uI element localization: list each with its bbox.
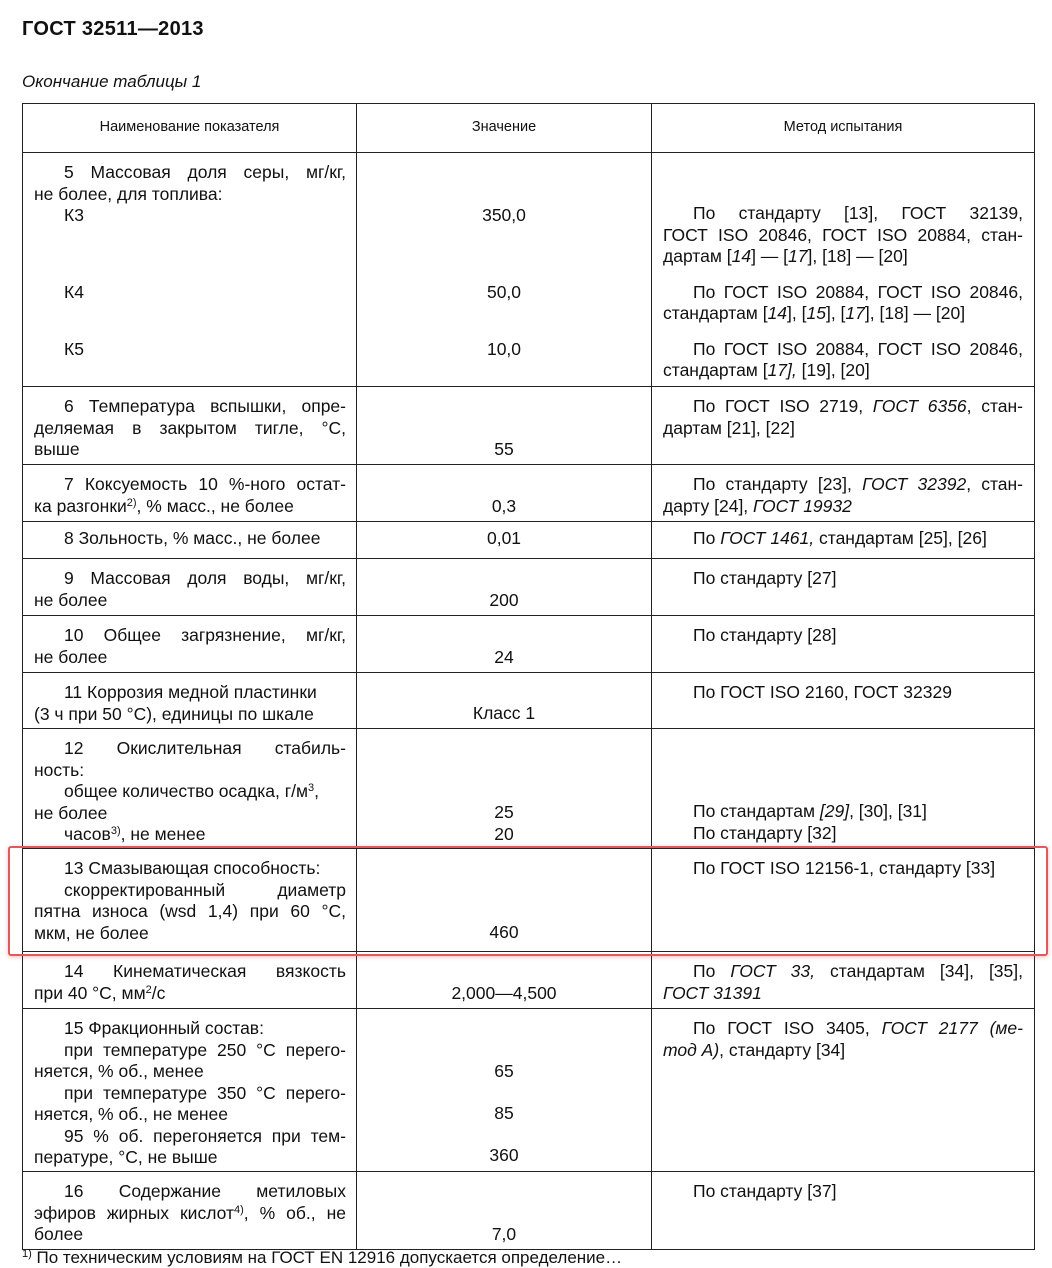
value-text: 200 [489,590,519,610]
indicator-text: при температуре 350 °С перего- [64,1082,346,1103]
footnote-text: По техническим условиям на ГОСТ EN 12916 допускается определение… [31,1248,623,1267]
fuel-class-label: К4 [64,281,84,302]
method-cell [652,559,1035,616]
indicator-text: 7 Коксуемость 10 %-ного остат- [64,474,346,494]
indicator-text: не более [34,802,108,823]
value-text: 85 [494,1103,514,1123]
method-cell [652,616,1035,673]
indicator-cell [23,952,357,1009]
indicator-text: эфиров жирных кислот$^{4)}$, % об., не [34,1202,346,1223]
table-row [23,673,1035,729]
indicator-text: мкм, не более [34,922,149,943]
value-text: 0,3 [491,496,517,516]
method-text: По ГОСТ ISO 20884, ГОСТ ISO 20846, [693,281,1023,302]
indicator-cell [23,673,357,729]
value-cell [357,387,652,465]
method-text: ГОСТ 31391 [663,982,762,1003]
value-text: 25 [494,802,514,822]
footnote-marker: 1) [22,1248,32,1260]
method-cell [652,1172,1035,1250]
indicator-text: более [34,1224,84,1244]
table-row [23,616,1035,673]
value-text: 50,0 [486,282,522,302]
indicator-text: 8 Зольность, % масс., не более [64,528,321,548]
indicator-text: часов$^{3)}$, не менее [64,824,206,844]
value-cell [357,849,652,952]
value-cell [357,1172,652,1250]
indicator-text: няется, % об., не менее [34,1104,228,1124]
value-text: 2,000—4,500 [451,983,557,1003]
value-text: Класс 1 [472,703,536,723]
method-text: По ГОСТ 33, стандартам [34], [35], [693,961,1023,981]
indicator-text: 9 Массовая доля воды, мг/кг, [64,568,346,588]
value-text: 7,0 [491,1224,517,1244]
indicator-cell [23,1009,357,1172]
indicator-text: 11 Коррозия медной пластинки [64,682,317,702]
method-text: ГОСТ ISO 20846, ГОСТ ISO 20884, стан- [663,224,1023,245]
indicator-cell [23,616,357,673]
column-header-indicator: Наименование показателя [23,104,357,153]
method-text: По ГОСТ ISO 2160, ГОСТ 32329 [693,682,952,702]
method-text: По стандарту [32] [693,822,837,843]
method-text: По ГОСТ ISO 20884, ГОСТ ISO 20846, [693,338,1023,359]
indicator-text: 95 % об. перегоняется при тем- [64,1125,346,1146]
method-text: По стандарту [13], ГОСТ 32139, [693,203,1023,223]
method-text: По стандарту [28] [693,625,837,645]
method-text: По стандартам [29], [30], [31] [693,801,927,821]
table-row [23,849,1035,952]
table-row [23,729,1035,849]
table-row [23,465,1035,522]
method-text: По ГОСТ ISO 3405, ГОСТ 2177 (ме- [693,1018,1023,1038]
method-text: тод А), стандарту [34] [663,1039,846,1060]
specification-table [22,103,1035,1250]
indicator-text: 5 Массовая доля серы, мг/кг, [64,162,346,182]
method-text: По стандарту [27] [693,568,837,588]
method-text: дарту [24], ГОСТ 19932 [663,495,852,516]
value-text: 0,01 [486,528,522,548]
method-cell [652,522,1035,559]
value-cell [357,673,652,729]
indicator-text: 13 Смазывающая способность: [64,858,321,878]
method-cell [652,952,1035,1009]
indicator-text: 16 Содержание метиловых [64,1181,346,1201]
indicator-text: (3 ч при 50 °С), единицы по шкале [34,703,314,724]
indicator-text: общее количество осадка, $г/м^3$, [64,781,319,801]
indicator-cell [23,522,357,559]
method-text: По ГОСТ ISO 12156-1, стандарту [33] [693,858,996,878]
indicator-cell [23,729,357,849]
indicator-cell [23,387,357,465]
indicator-text: при 40 °С, $мм^2/с$ [34,982,166,1003]
method-cell [652,849,1035,952]
fuel-class-label: К3 [64,205,84,225]
indicator-text: пятна износа (wsd 1,4) при 60 °С, [34,901,346,921]
table-row [23,153,1035,387]
value-cell [357,153,652,387]
value-cell [357,1009,652,1172]
method-cell [652,729,1035,849]
indicator-text: пературе, °С, не выше [34,1147,218,1167]
indicator-text: не более [34,589,108,610]
table-caption: Окончание таблицы 1 [22,72,202,91]
indicator-text: 6 Температура вспышки, опре- [64,396,346,416]
table-row [23,522,1035,559]
value-cell [357,616,652,673]
footnote [22,1248,1034,1268]
indicator-text: 12 Окислительная стабиль- [64,738,346,758]
value-text: 24 [494,647,514,667]
indicator-cell [23,849,357,952]
column-header-value: Значение [357,104,652,153]
value-cell [357,952,652,1009]
method-text: дартам [21], [22] [663,417,795,438]
value-cell [357,729,652,849]
value-cell [357,559,652,616]
table-header-row [23,104,1035,153]
value-text: 360 [489,1145,519,1165]
method-text: дартам [14] — [17], [18] — [20] [663,246,908,266]
indicator-text: 10 Общее загрязнение, мг/кг, [64,625,346,645]
table-row [23,387,1035,465]
indicator-text: ка разгонки$^{2)}$, % масс., не более [34,495,294,516]
indicator-text: 15 Фракционный состав: [64,1018,264,1038]
value-text: 20 [494,824,514,844]
indicator-text: выше [34,439,80,459]
method-text: По ГОСТ 1461, стандартам [25], [26] [693,528,987,548]
document-title: ГОСТ 32511—2013 [22,18,204,40]
indicator-text: ность: [34,759,85,780]
indicator-cell [23,559,357,616]
value-cell [357,465,652,522]
indicator-text: 14 Кинематическая вязкость [64,961,346,981]
method-text: стандартам [17], [19], [20] [663,360,870,380]
method-text: По стандарту [23], ГОСТ 32392, стан- [693,474,1023,494]
table-row [23,559,1035,616]
column-header-method: Метод испытания [652,104,1035,153]
indicator-cell [23,465,357,522]
method-cell [652,1009,1035,1172]
indicator-text: не более [34,646,108,667]
value-cell [357,522,652,559]
indicator-text: деляемая в закрытом тигле, °С, [34,417,346,438]
method-cell [652,673,1035,729]
method-text: По ГОСТ ISO 2719, ГОСТ 6356, стан- [693,396,1023,416]
value-text: 65 [494,1061,514,1081]
value-text: 55 [494,439,514,459]
method-text: стандартам [14], [15], [17], [18] — [20] [663,303,966,323]
table-row [23,952,1035,1009]
indicator-text: няется, % об., менее [34,1061,204,1081]
indicator-cell [23,153,357,387]
value-text: 350,0 [482,205,526,225]
value-text: 460 [489,922,519,942]
method-cell [652,465,1035,522]
value-text: 10,0 [486,339,522,359]
indicator-cell [23,1172,357,1250]
method-text: По стандарту [37] [693,1181,837,1201]
table-row [23,1009,1035,1172]
indicator-text: не более, для топлива: [34,183,223,204]
table-row [23,1172,1035,1250]
indicator-text: при температуре 250 °С перего- [64,1039,346,1060]
fuel-class-label: К5 [64,339,84,359]
method-cell [652,153,1035,387]
indicator-text: скорректированный диаметр [64,879,346,900]
method-cell [652,387,1035,465]
